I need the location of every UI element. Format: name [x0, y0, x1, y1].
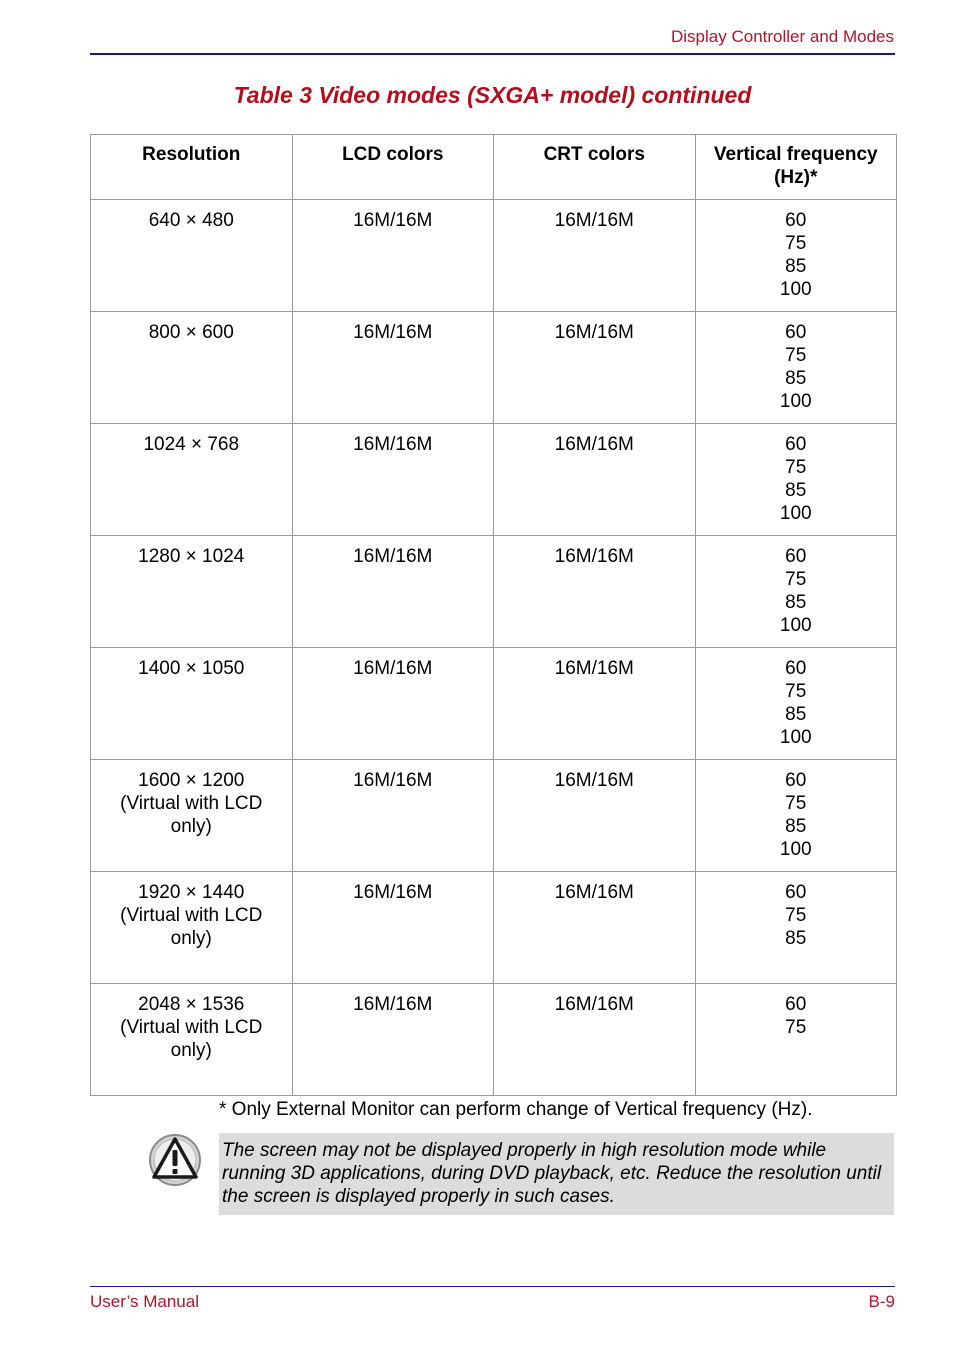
cell-vertical-frequency	[695, 984, 897, 1096]
resolution-line: 640 × 480	[148, 210, 234, 231]
resolution-line: 1280 × 1024	[138, 546, 245, 567]
table-header-row	[91, 135, 897, 200]
frequency-value: 85	[785, 592, 807, 613]
cell-lcd-colors: 16M/16M	[292, 200, 494, 312]
cell-lcd-colors: 16M/16M	[292, 424, 494, 536]
footer-page-number: B-9	[868, 1292, 895, 1311]
video-modes-table	[90, 134, 897, 1096]
frequency-value: 85	[785, 480, 807, 501]
cell-lcd-colors: 16M/16M	[292, 760, 494, 872]
cell-resolution	[91, 648, 293, 760]
cell-lcd-colors: 16M/16M	[292, 984, 494, 1096]
resolution-line: (Virtual with LCD	[120, 793, 263, 814]
resolution-line: 1600 × 1200	[138, 770, 245, 791]
table-row	[91, 312, 897, 424]
frequency-value: 75	[785, 233, 807, 254]
resolution-line: (Virtual with LCD	[120, 905, 263, 926]
cell-resolution	[91, 200, 293, 312]
table-row	[91, 760, 897, 872]
caution-note: The screen may not be displayed properly in high resolution mode while running 3D applications, during DVD playback, etc. Reduce the resolution until the screen is displayed properly in such cases.	[219, 1133, 894, 1215]
frequency-value: 60	[785, 994, 807, 1015]
footer-manual-title: User’s Manual	[90, 1292, 199, 1311]
cell-resolution	[91, 872, 293, 984]
resolution-line: 800 × 600	[148, 322, 234, 343]
header-rule	[90, 53, 895, 55]
frequency-value: 75	[785, 1017, 807, 1038]
frequency-value: 75	[785, 457, 807, 478]
cell-vertical-frequency	[695, 312, 897, 424]
table-body	[91, 200, 897, 1096]
cell-vertical-frequency	[695, 872, 897, 984]
table-row	[91, 424, 897, 536]
frequency-value: 75	[785, 793, 807, 814]
warning-icon	[148, 1133, 202, 1187]
frequency-value: 100	[779, 615, 812, 636]
table-row	[91, 648, 897, 760]
cell-vertical-frequency	[695, 424, 897, 536]
frequency-value: 60	[785, 658, 807, 679]
resolution-line: only)	[170, 816, 212, 837]
resolution-line: 1400 × 1050	[138, 658, 245, 679]
frequency-value: 85	[785, 368, 807, 389]
cell-lcd-colors: 16M/16M	[292, 536, 494, 648]
table-caption: Table 3 Video modes (SXGA+ model) continued	[233, 82, 752, 108]
resolution-line: 1920 × 1440	[138, 882, 245, 903]
cell-crt-colors: 16M/16M	[494, 760, 696, 872]
table-row	[91, 872, 897, 984]
frequency-value: 75	[785, 681, 807, 702]
resolution-line: (Virtual with LCD	[120, 1017, 263, 1038]
table-row	[91, 984, 897, 1096]
cell-crt-colors: 16M/16M	[494, 872, 696, 984]
column-header-vertical-frequency: Vertical frequency (Hz)*	[695, 135, 897, 200]
cell-vertical-frequency	[695, 760, 897, 872]
cell-resolution	[91, 760, 293, 872]
frequency-value: 85	[785, 816, 807, 837]
cell-vertical-frequency	[695, 200, 897, 312]
cell-crt-colors: 16M/16M	[494, 200, 696, 312]
frequency-value: 60	[785, 546, 807, 567]
table-row	[91, 536, 897, 648]
frequency-value: 60	[785, 882, 807, 903]
frequency-value: 100	[779, 839, 812, 860]
frequency-value: 100	[779, 503, 812, 524]
cell-crt-colors: 16M/16M	[494, 424, 696, 536]
frequency-value: 85	[785, 256, 807, 277]
cell-lcd-colors: 16M/16M	[292, 312, 494, 424]
frequency-value: 100	[779, 727, 812, 748]
cell-crt-colors: 16M/16M	[494, 536, 696, 648]
frequency-value: 85	[785, 704, 807, 725]
frequency-value: 75	[785, 569, 807, 590]
table-row	[91, 200, 897, 312]
frequency-value: 75	[785, 905, 807, 926]
cell-vertical-frequency	[695, 648, 897, 760]
cell-crt-colors: 16M/16M	[494, 648, 696, 760]
running-header-title: Display Controller and Modes	[671, 27, 894, 46]
resolution-line: 2048 × 1536	[138, 994, 245, 1015]
cell-resolution	[91, 312, 293, 424]
frequency-value: 75	[785, 345, 807, 366]
cell-crt-colors: 16M/16M	[494, 984, 696, 1096]
cell-lcd-colors: 16M/16M	[292, 648, 494, 760]
resolution-line: 1024 × 768	[143, 434, 240, 455]
cell-crt-colors: 16M/16M	[494, 312, 696, 424]
column-header-resolution: Resolution	[91, 135, 293, 200]
frequency-value: 85	[785, 928, 807, 949]
table-footnote: * Only External Monitor can perform change of Vertical frequency (Hz).	[219, 1099, 813, 1120]
resolution-line: only)	[170, 1040, 212, 1061]
frequency-value: 60	[785, 770, 807, 791]
frequency-value: 100	[779, 391, 812, 412]
resolution-line: only)	[170, 928, 212, 949]
frequency-value: 60	[785, 210, 807, 231]
cell-lcd-colors: 16M/16M	[292, 872, 494, 984]
frequency-value: 60	[785, 322, 807, 343]
frequency-value: 60	[785, 434, 807, 455]
footer-rule	[90, 1286, 895, 1287]
column-header-lcd-colors: LCD colors	[292, 135, 494, 200]
cell-resolution	[91, 424, 293, 536]
cell-resolution	[91, 984, 293, 1096]
column-header-crt-colors: CRT colors	[494, 135, 696, 200]
cell-vertical-frequency	[695, 536, 897, 648]
cell-resolution	[91, 536, 293, 648]
frequency-value: 100	[779, 279, 812, 300]
